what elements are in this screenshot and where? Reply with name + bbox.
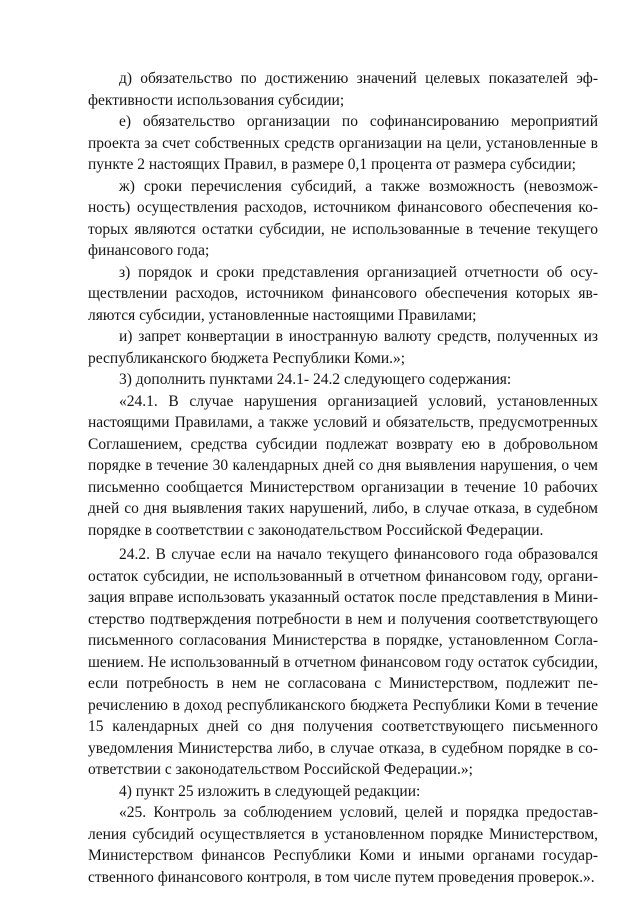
- paragraph-clause-25: «25. Контроль за соблюдением условий, целей и порядка предоставления субсидий осуществляется в установленном порядке Министерством, Министерством финансов Республики Коми и иными органами государственного финансового контроля, в том числе путем проведения проверок.».: [88, 804, 598, 886]
- paragraph-item-i: и) запрет конвертации в иностранную валюту средств, полученных из республиканского бюджета Республики Коми.»;: [88, 328, 598, 367]
- document-page: [88, 68, 598, 888]
- paragraph-clause-24-2: 24.2. В случае если на начало текущего финансового года образовался остаток субсидии, не использованный в отчетном финансовом году, организация вправе использовать указанный остаток после представления в Министерство подтверждения потребности в нем и получения соответствующего письменного согласования Министерства в порядке, установленном Соглашением. Не использованный в отчетном финансовом году остаток субсидии, если потребность в нем не согласована с Министерством, подлежит перечислению в доход республиканского бюджета Республики Коми в течение 15 календарных дней со дня получения соответствующего письменного уведомления Министерства либо, в случае отказа, в судебном порядке в соответствии с законодательством Российской Федерации.»;: [88, 546, 598, 778]
- paragraph-clause-24-1: «24.1. В случае нарушения организацией условий, установленных настоящими Правилами, а также условий и обязательств, предусмотренных Соглашением, средства субсидии подлежат возврату ею в добровольном порядке в течение 30 календарных дней со дня выявления нарушения, о чем письменно сообщается Министерством организации в течение 10 рабочих дней со дня выявления таких нарушений, либо, в случае отказа, в судебном порядке в соответствии с законодательством Российской Федерации.: [88, 392, 598, 539]
- paragraph-amendment-3: 3) дополнить пунктами 24.1- 24.2 следующего содержания:: [119, 371, 512, 388]
- paragraph-amendment-4: 4) пункт 25 изложить в следующей редакции:: [119, 782, 421, 800]
- paragraph-item-d: д) обязательство по достижению значений целевых показателей эффективности использования субсидии;: [88, 70, 598, 109]
- paragraph-item-e: е) обязательство организации по софинансированию мероприятий проекта за счет собственных средств организации на цели, установленные в пункте 2 настоящих Правил, в размере 0,1 процента от размера субсидии;: [88, 113, 598, 173]
- paragraph-item-zh: ж) сроки перечисления субсидий, а также возможность (невозможность) осуществления расходов, источником финансового обеспечения которых являются остатки субсидии, не использованные в течение текущего финансового года;: [88, 177, 598, 259]
- paragraph-item-z: з) порядок и сроки представления организацией отчетности об осуществлении расходов, источником финансового обеспечения которых являются субсидии, установленные настоящими Правилами;: [88, 263, 598, 324]
